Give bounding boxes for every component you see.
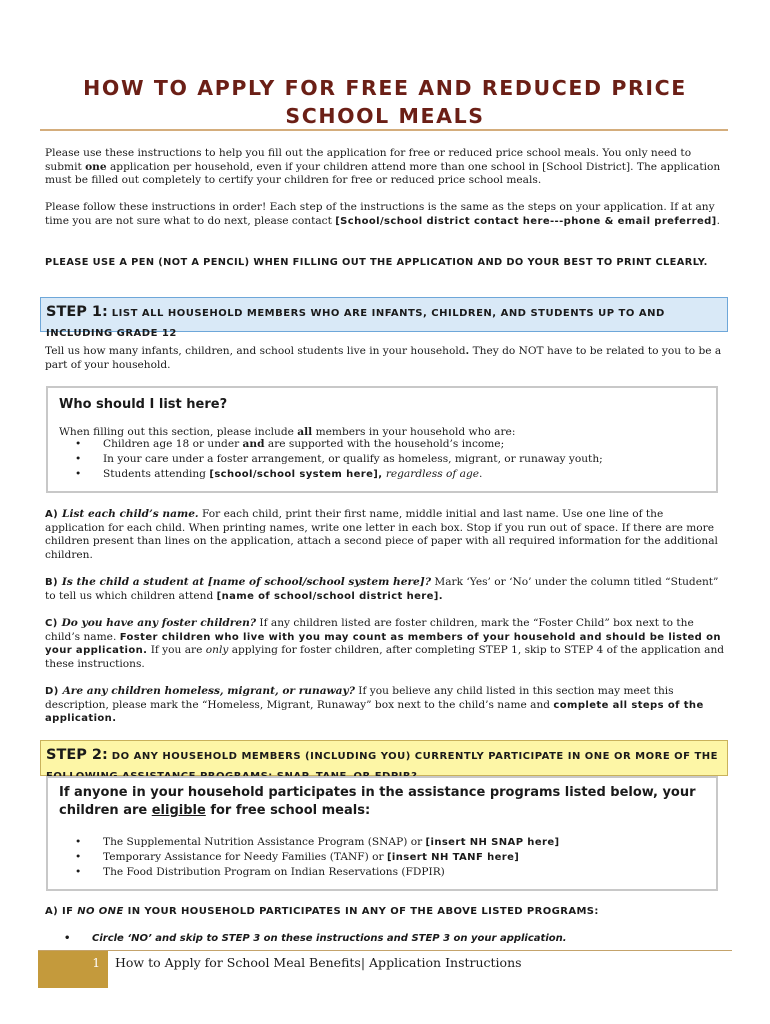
part-a-text: For each child, print their first name, middle initial and last name. Use one line of the application for each child. When printing names, write one letter in each box. Stop if you run out of space. If there are more children present than lines on the application, attach a second piece of paper with all required information for the additional children. (45, 508, 718, 561)
part-a-question: List each child’s name. (62, 508, 199, 520)
list-item (55, 467, 603, 482)
step-1-intro (45, 345, 725, 372)
part-c-text-2: If you are (147, 644, 206, 657)
step-2-part-a-a: A) IF (45, 906, 78, 917)
bullet-1-b: and (242, 438, 265, 450)
program-2-a: Temporary Assistance for Needy Families (TANF) or (103, 851, 387, 864)
who-to-list-intro-all: all (297, 426, 313, 438)
part-b-text: Mark ‘Yes’ or ‘No’ under the column titled “Student” to tell us which children attend (45, 576, 719, 602)
footer-title: How to Apply for School Meal Benefits| Application Instructions (115, 955, 522, 970)
page-number: 1 (92, 956, 100, 970)
step-2-part-a-c: IN YOUR HOUSEHOLD PARTICIPATES IN ANY OF THE ABOVE LISTED PROGRAMS: (123, 906, 599, 917)
step-1-part-a (45, 508, 725, 562)
intro-p1-bold: one (85, 160, 107, 173)
contact-placeholder: [School/school district contact here---phone & email preferred] (335, 215, 717, 227)
step-1-part-d (45, 685, 725, 726)
programs-bullets (55, 835, 560, 881)
bullet-3-b: [school/school system here], (209, 469, 383, 481)
step-2-lead: STEP 2: (46, 747, 108, 763)
intro-paragraph-2 (45, 201, 725, 228)
part-d-bold: complete all steps of the application. (45, 699, 704, 725)
part-c-only: only (205, 644, 229, 657)
step-2-header (40, 740, 728, 776)
intro-p1-text-a: Please use these instructions to help you fill out the application for free or reduced price school meals. You only need to submit (45, 147, 692, 173)
pen-notice: PLEASE USE A PEN (NOT A PENCIL) WHEN FILLING OUT THE APPLICATION AND DO YOUR BEST TO PRINT CLEARLY. (45, 257, 708, 268)
part-d-question: Are any children homeless, migrant, or runaway? (62, 685, 355, 697)
intro-paragraph-1 (45, 147, 725, 188)
step-2-part-a-no-one: NO ONE (77, 906, 124, 917)
eligible-heading-a: If anyone in your household participates in the assistance programs listed below, your children are (59, 785, 696, 818)
program-1-b: [insert NH SNAP here] (425, 837, 560, 848)
list-item: • In your care under a foster arrangement, or qualify as homeless, migrant, or runaway youth; (55, 452, 603, 467)
part-b-label: B) (45, 577, 62, 588)
part-d-text: If you believe any child listed in this section may meet this description, please mark the “Homeless, Migrant, Runaway” box next to the child’s name and (45, 685, 674, 711)
eligible-programs-heading (59, 784, 699, 820)
step-2-part-a-bullets (44, 931, 567, 946)
page-title (40, 74, 730, 130)
bullet-1-c: are supported with the household’s income; (264, 438, 505, 450)
bullet-3-d: . (479, 468, 483, 481)
program-1-a: The Supplemental Nutrition Assistance Program (SNAP) or (103, 836, 426, 848)
step-1-intro-dot: . (465, 345, 470, 357)
who-to-list-intro-a: When filling out this section, please include (59, 426, 298, 438)
list-item (55, 835, 560, 850)
who-to-list-bullets (55, 437, 603, 483)
eligible-heading-underlined: eligible (151, 803, 206, 818)
part-a-label: A) (45, 509, 62, 520)
step-1-part-b (45, 576, 725, 603)
part-c-text-3: applying for foster children, after completing STEP 1, skip to STEP 4 of the application and these instructions. (45, 644, 725, 670)
bullet-1-a: Children age 18 or under (103, 438, 243, 450)
part-c-bold: Foster children who live with you may count as members of your household and should be listed on your application. (45, 631, 721, 657)
step-2-title: DO ANY HOUSEHOLD MEMBERS (INCLUDING YOU) CURRENTLY PARTICIPATE IN ONE OR MORE OF THE (111, 751, 718, 762)
title-line-1: HOW TO APPLY FOR FREE AND REDUCED PRICE (83, 76, 687, 100)
footer-divider (38, 950, 732, 951)
part-d-label: D) (45, 686, 63, 697)
step-1-intro-a: Tell us how many infants, children, and school students live in your household (45, 345, 466, 357)
step-1-part-c (45, 617, 725, 671)
list-item (55, 437, 603, 452)
program-2-b: [insert NH TANF here] (386, 852, 520, 864)
list-item: • Circle ‘NO’ and skip to STEP 3 on these instructions and STEP 3 on your application. (44, 931, 567, 946)
part-b-question: Is the child a student at [name of school/school system here]? (61, 576, 432, 588)
list-item: • The Food Distribution Program on Indian Reservations (FDPIR) (55, 865, 560, 880)
step-1-header (40, 297, 728, 339)
part-c-text-1: If any children listed are foster children, mark the “Foster Child” box next to the child’s name. (45, 617, 694, 643)
title-divider (40, 129, 728, 131)
part-c-question: Do you have any foster children? (61, 617, 257, 629)
part-c-label: C) (45, 618, 62, 629)
step-1-lead: STEP 1: (46, 304, 108, 320)
who-to-list-intro-c: members in your household who are: (312, 426, 516, 438)
step-1-intro-b: They do NOT have to be related to you to be a part of your household. (45, 345, 722, 371)
part-b-bold: [name of school/school district here]. (216, 590, 443, 602)
intro-p2-text-a: Please follow these instructions in order! Each step of the instructions is the same as the steps on your application. If at any time you are not sure what to do next, please contact (45, 201, 715, 227)
bullet-3-a: Students attending (103, 468, 210, 481)
bullet-3-c: regardless of age (382, 468, 480, 481)
intro-p1-text-c: application per household, even if your children attend more than one school in [School District]. The application must be filled out completely to certify your children for free or reduced price school meals. (45, 160, 721, 187)
list-item (55, 850, 560, 865)
intro-p2-text-c: . (716, 214, 721, 227)
step-2-part-a (45, 905, 725, 919)
step-1-title: LIST ALL HOUSEHOLD MEMBERS WHO ARE INFANTS, CHILDREN, AND STUDENTS UP TO AND INCLUDING GRADE 12 (46, 308, 665, 339)
who-to-list-heading: Who should I list here? (59, 397, 228, 412)
eligible-heading-b: for free school meals: (205, 803, 371, 818)
title-line-2: SCHOOL MEALS (285, 104, 485, 128)
